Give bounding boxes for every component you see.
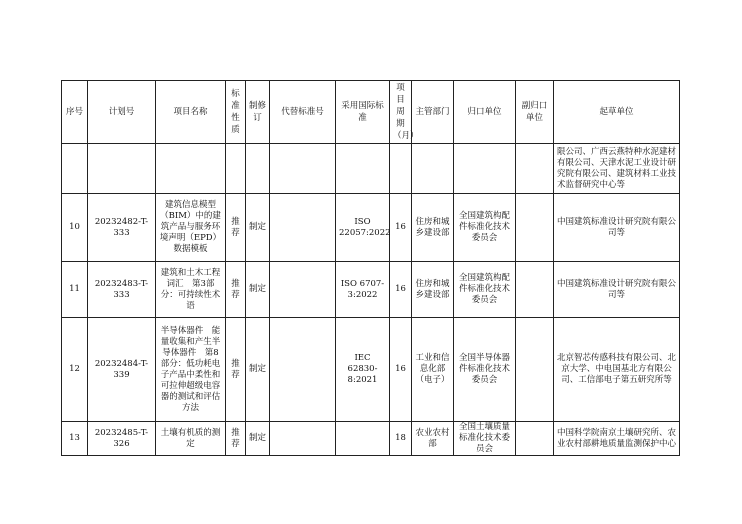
cell-revise: 制定 <box>246 422 270 456</box>
header-plan-no: 计划号 <box>88 81 156 144</box>
header-row <box>62 81 680 144</box>
cell-std-nature: 推荐 <box>226 194 246 262</box>
table-row <box>62 318 680 422</box>
cell-revise: 制定 <box>246 194 270 262</box>
cell-seq: 13 <box>62 422 88 456</box>
cell-intl-std: ISO 6707-3:2022 <box>336 262 390 318</box>
cell-intl-std <box>336 422 390 456</box>
header-std-nature: 标准性质 <box>226 81 246 144</box>
cell-std-nature: 推荐 <box>226 318 246 422</box>
cell-project-name: 建筑和土木工程词汇 第3部分：可持续性术语 <box>156 262 226 318</box>
cell-replaced-std <box>270 144 336 194</box>
header-project-name: 项目名称 <box>156 81 226 144</box>
cell-project-name: 建筑信息模型（BIM）中的建筑产品与服务环境声明（EPD）数据模板 <box>156 194 226 262</box>
cell-period: 16 <box>390 318 412 422</box>
cell-replaced-std <box>270 422 336 456</box>
cell-revise: 制定 <box>246 262 270 318</box>
cell-period: 18 <box>390 422 412 456</box>
cell-authority: 住房和城乡建设部 <box>412 194 454 262</box>
header-revise: 制修订 <box>246 81 270 144</box>
table-row <box>62 194 680 262</box>
cell-intl-std: ISO 22057:2022 <box>336 194 390 262</box>
standards-plan-table <box>61 80 680 456</box>
cell-plan-no: 20232485-T-326 <box>88 422 156 456</box>
cell-intl-std <box>336 144 390 194</box>
cell-period <box>390 144 412 194</box>
cell-tc: 全国建筑构配件标准化技术委员会 <box>454 262 516 318</box>
header-sub-tc: 副归口单位 <box>516 81 554 144</box>
cell-authority: 工业和信息化部（电子） <box>412 318 454 422</box>
cell-period: 16 <box>390 262 412 318</box>
cell-authority <box>412 144 454 194</box>
cell-tc: 全国建筑构配件标准化技术委员会 <box>454 194 516 262</box>
header-period: 项目周期（月） <box>390 81 412 144</box>
table-row <box>62 262 680 318</box>
cell-revise <box>246 144 270 194</box>
cell-seq: 12 <box>62 318 88 422</box>
cell-project-name: 土壤有机质的测定 <box>156 422 226 456</box>
cell-seq: 11 <box>62 262 88 318</box>
cell-drafters: 北京智芯传感科技有限公司、北京大学、中电国基北方有限公司、工信部电子第五研究所等 <box>554 318 680 422</box>
cell-std-nature <box>226 144 246 194</box>
cell-sub-tc <box>516 318 554 422</box>
cell-sub-tc <box>516 194 554 262</box>
cell-project-name <box>156 144 226 194</box>
header-replaced-std: 代替标准号 <box>270 81 336 144</box>
cell-drafters: 中国建筑标准设计研究院有限公司等 <box>554 262 680 318</box>
table-row <box>62 144 680 194</box>
cell-seq <box>62 144 88 194</box>
cell-project-name: 半导体器件 能量收集和产生半导体器件 第8部分：低功耗电子产品中柔性和可拉伸超级电容器的测试和评估方法 <box>156 318 226 422</box>
cell-drafters: 中国科学院南京土壤研究所、农业农村部耕地质量监测保护中心 <box>554 422 680 456</box>
cell-replaced-std <box>270 194 336 262</box>
header-tc: 归口单位 <box>454 81 516 144</box>
cell-plan-no: 20232484-T-339 <box>88 318 156 422</box>
cell-seq: 10 <box>62 194 88 262</box>
header-authority: 主管部门 <box>412 81 454 144</box>
cell-plan-no: 20232483-T-333 <box>88 262 156 318</box>
header-seq: 序号 <box>62 81 88 144</box>
header-drafters: 起草单位 <box>554 81 680 144</box>
cell-sub-tc <box>516 422 554 456</box>
cell-period: 16 <box>390 194 412 262</box>
cell-drafters: 限公司、广西云燕特种水泥建材有限公司、天津水泥工业设计研究院有限公司、建筑材料工业技术监督研究中心等 <box>554 144 680 194</box>
cell-plan-no: 20232482-T-333 <box>88 194 156 262</box>
cell-std-nature: 推荐 <box>226 422 246 456</box>
cell-drafters: 中国建筑标准设计研究院有限公司等 <box>554 194 680 262</box>
cell-authority: 住房和城乡建设部 <box>412 262 454 318</box>
cell-revise: 制定 <box>246 318 270 422</box>
cell-replaced-std <box>270 262 336 318</box>
cell-intl-std: IEC 62830-8:2021 <box>336 318 390 422</box>
cell-std-nature: 推荐 <box>226 262 246 318</box>
cell-plan-no <box>88 144 156 194</box>
header-intl-std: 采用国际标准 <box>336 81 390 144</box>
cell-sub-tc <box>516 144 554 194</box>
cell-tc: 全国半导体器件标准化技术委员会 <box>454 318 516 422</box>
cell-sub-tc <box>516 262 554 318</box>
cell-authority: 农业农村部 <box>412 422 454 456</box>
cell-replaced-std <box>270 318 336 422</box>
table-row <box>62 422 680 456</box>
cell-tc <box>454 144 516 194</box>
cell-tc: 全国土壤质量标准化技术委员会 <box>454 422 516 456</box>
